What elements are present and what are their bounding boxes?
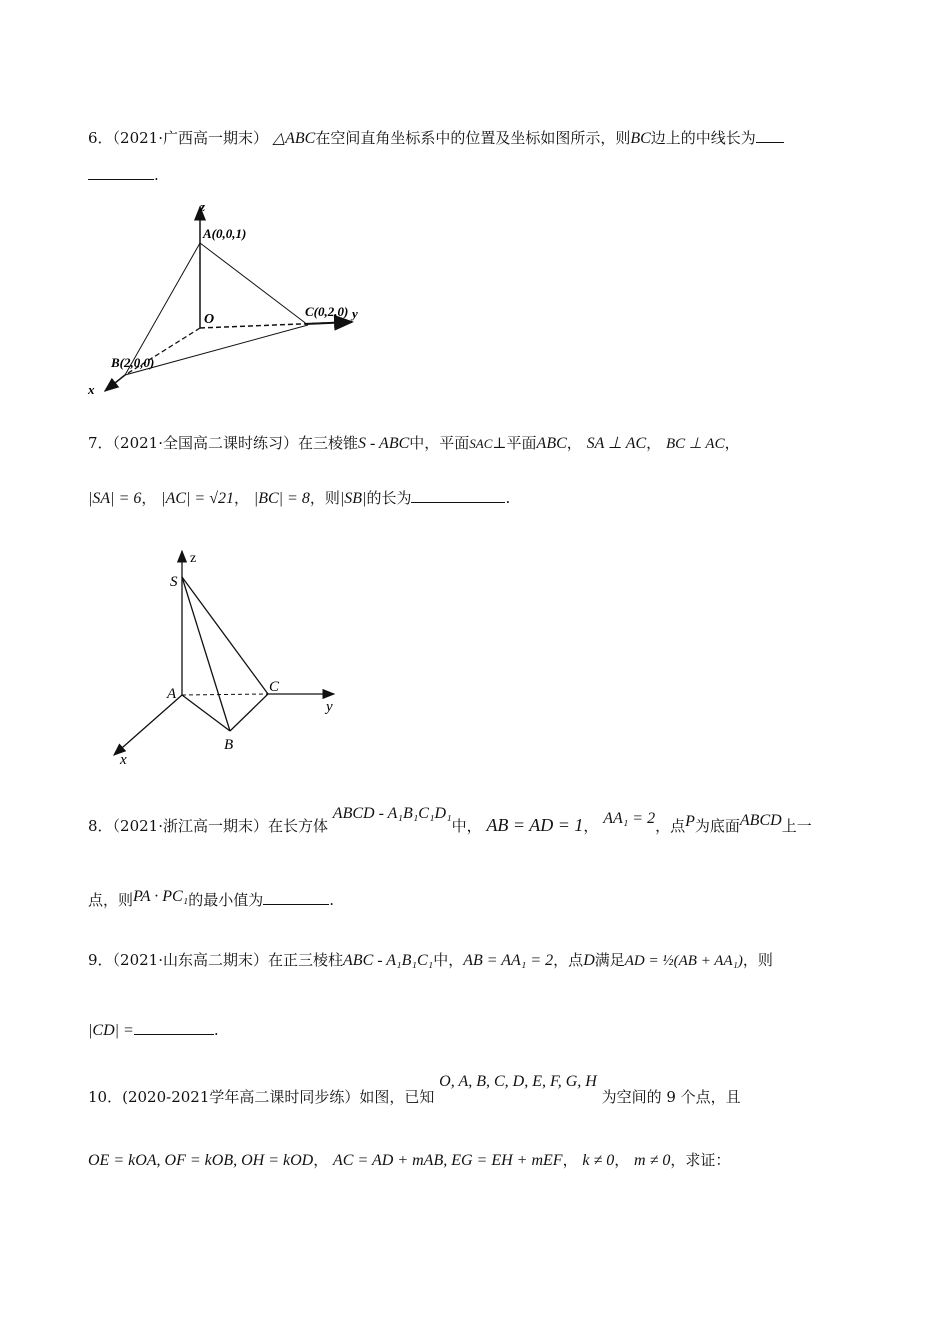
comma: ，: [562, 1151, 578, 1169]
question-text: 点，则: [88, 891, 134, 909]
math-eq: AB = AA₁ = 2: [463, 952, 554, 969]
math-solid: ABCD - A₁B₁C₁D₁: [332, 805, 452, 822]
question-text: ，点: [553, 951, 584, 969]
question-text: 为底面: [694, 817, 740, 835]
comma: ，: [234, 489, 250, 507]
q9-line2: [88, 1020, 219, 1041]
comma: ，: [141, 489, 157, 507]
math-m: m ≠ 0: [634, 1152, 671, 1169]
question-text: 平面: [506, 434, 537, 452]
question-number: 9．: [88, 951, 113, 969]
math-dot-product: PA · PC₁: [133, 888, 189, 905]
question-number: 10．: [88, 1088, 123, 1106]
label-z: z: [200, 199, 206, 214]
question-text: 在正三棱柱: [268, 951, 344, 969]
question-text: 在空间直角坐标系中的位置及坐标如图所示，则: [315, 129, 631, 147]
label-b: B: [224, 737, 234, 753]
question-source: (2020-2021学年高二课时同步练）: [122, 1088, 360, 1106]
question-text: 在长方体: [268, 817, 329, 835]
math-cond1: SA ⊥ AC: [586, 435, 647, 452]
question-source: （2021·山东高二期末）: [112, 951, 268, 969]
question-text: 如图，已知: [359, 1088, 435, 1106]
period: .: [329, 891, 335, 909]
x-axis: [114, 695, 182, 755]
comma: ，: [566, 434, 582, 452]
question-text: 为空间的 9 个点，且: [601, 1088, 741, 1106]
label-c: C: [269, 679, 280, 695]
q6-line2: [88, 165, 159, 185]
question-source: （2021·浙江高一期末）: [112, 817, 268, 835]
math-perp: ⊥: [492, 434, 507, 452]
question-source: （2021·全国高二课时练习）: [112, 434, 298, 452]
math-eq2: AA₁ = 2: [603, 810, 656, 827]
label-y: y: [352, 306, 358, 321]
label-y: y: [326, 699, 333, 715]
math-eq1: AB = AD = 1: [486, 815, 584, 835]
math-sb: |SB|: [339, 490, 367, 507]
label-b: B(2,0,0): [111, 355, 155, 370]
question-text: ，则: [742, 951, 773, 969]
math-bc-len: |BC| = 8: [253, 490, 310, 507]
question-source: （2021·广西高一期末）: [112, 129, 268, 147]
math-abcd: ABCD: [739, 812, 782, 829]
edge-ac: [200, 243, 308, 325]
math-vector-eq: AD = ½(AB + AA₁): [624, 953, 743, 969]
question-text: ，求证：: [670, 1151, 731, 1169]
comma: ，: [646, 434, 662, 452]
math-prism: ABC - A₁B₁C₁: [343, 952, 434, 969]
math-d: D: [583, 952, 595, 969]
question-text: 上一: [781, 817, 812, 835]
answer-blank[interactable]: [134, 1020, 214, 1035]
answer-blank-cont[interactable]: [88, 165, 154, 180]
math-eq2: AC = AD + mAB, EG = EH + mEF: [333, 1152, 563, 1169]
label-a: A(0,0,1): [203, 226, 247, 241]
edge-sc: [182, 577, 268, 694]
question-text: 边上的中线长为: [650, 129, 756, 147]
question-text: 的长为: [366, 489, 412, 507]
math-pyramid: S - ABC: [358, 435, 410, 452]
math-sa: |SA| = 6: [88, 490, 142, 507]
answer-blank[interactable]: [411, 488, 505, 503]
label-s: S: [170, 574, 178, 590]
answer-blank[interactable]: [756, 128, 784, 143]
y-axis: [305, 322, 352, 324]
question-number: 8．: [88, 817, 113, 835]
comma: ，: [583, 817, 599, 835]
answer-blank[interactable]: [263, 890, 329, 905]
label-z: z: [190, 551, 197, 566]
period: .: [505, 489, 511, 507]
q7-line2: [88, 488, 510, 509]
question-text: 中，: [451, 817, 482, 835]
label-x: x: [88, 382, 95, 397]
q10-line2: [88, 1150, 730, 1171]
label-x: x: [120, 752, 127, 768]
question-number: 7．: [88, 434, 113, 452]
question-text: 满足: [594, 951, 625, 969]
q9-line1: [88, 950, 773, 971]
math-ac: |AC| = √21: [161, 490, 234, 507]
q8-line2: [88, 890, 334, 911]
math-p: P: [685, 813, 695, 830]
math-abc: ABC: [536, 435, 567, 452]
math-sac: SAC: [469, 436, 493, 451]
ac-dashed: [182, 694, 268, 695]
label-c: C(0,2,0): [305, 304, 349, 319]
question-number: 6．: [88, 129, 113, 147]
label-a: A: [167, 686, 177, 702]
period: .: [154, 166, 159, 184]
coordinate-figure-2: [100, 545, 360, 770]
x-axis: [105, 375, 125, 391]
comma: ，: [724, 434, 740, 452]
question-text: ，点: [655, 817, 686, 835]
math-triangle: △ABC: [272, 130, 316, 147]
edge-bc: [230, 694, 268, 731]
question-text: 的最小值为: [188, 891, 264, 909]
question-text: 中，: [433, 951, 464, 969]
q10-line1: [88, 1073, 741, 1108]
comma: ，: [614, 1151, 630, 1169]
period: .: [213, 1021, 219, 1039]
q7-line1: [88, 433, 740, 454]
math-eq1: OE = kOA, OF = kOB, OH = kOD: [88, 1152, 314, 1169]
math-cond2: BC ⊥ AC: [665, 436, 725, 452]
question-text: 中，平面: [409, 434, 470, 452]
edge-sb: [182, 577, 230, 731]
math-points: O, A, B, C, D, E, F, G, H: [439, 1073, 597, 1090]
math-bc: BC: [630, 130, 651, 147]
q8-line1: [88, 805, 812, 837]
question-text: ，则: [309, 489, 340, 507]
edge-ab: [182, 695, 230, 731]
q6-line1: [88, 128, 784, 149]
label-o: O: [204, 312, 215, 327]
math-cd: |CD| =: [88, 1022, 134, 1039]
question-text: 在三棱锥: [298, 434, 359, 452]
math-k: k ≠ 0: [582, 1152, 615, 1169]
coordinate-figure-1: [80, 195, 380, 405]
comma: ，: [313, 1151, 329, 1169]
